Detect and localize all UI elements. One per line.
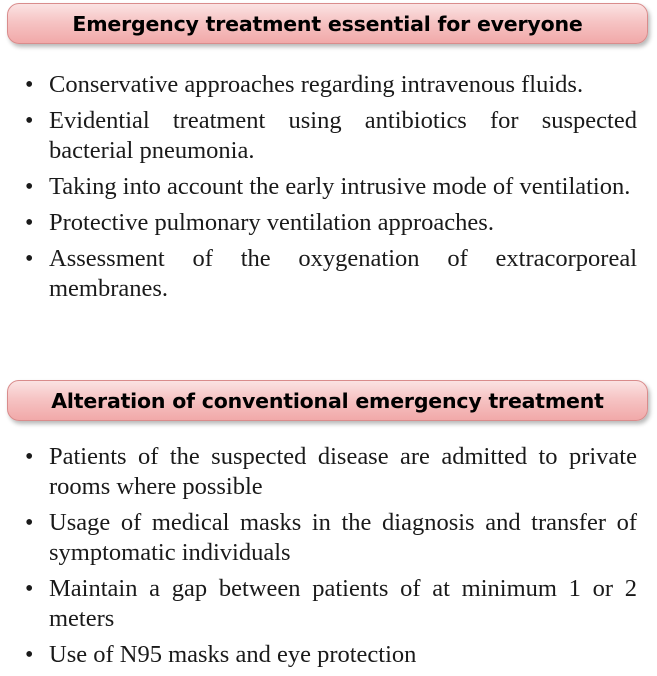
section-1-header <box>7 3 648 44</box>
bullet-icon: • <box>25 510 34 536</box>
list-item-text: Protective pulmonary ventilation approaches. <box>49 209 494 236</box>
bullet-icon: • <box>25 210 34 236</box>
section-1-title: Emergency treatment essential for everyone <box>72 11 583 36</box>
list-item-text: Maintain a gap between patients of at minimum 1 or 2 meters <box>49 575 637 632</box>
bullet-icon: • <box>25 72 34 98</box>
section-1-list <box>22 70 637 310</box>
list-item-text: Conservative approaches regarding intravenous fluids. <box>49 71 584 98</box>
list-item-text: Taking into account the early intrusive mode of ventilation. <box>49 173 631 200</box>
bullet-icon: • <box>25 174 34 200</box>
list-item <box>22 70 637 100</box>
list-item <box>22 574 637 634</box>
list-item <box>22 172 637 202</box>
bullet-icon: • <box>25 108 34 134</box>
section-2-header <box>7 380 648 421</box>
bullet-icon: • <box>25 444 34 470</box>
list-item <box>22 244 637 304</box>
section-2-list <box>22 442 637 676</box>
list-item-text: Usage of medical masks in the diagnosis and transfer of symptomatic individuals <box>49 509 637 566</box>
list-item-text: Assessment of the oxygenation of extracorporeal membranes. <box>49 245 637 302</box>
list-item <box>22 508 637 568</box>
list-item-text: Evidential treatment using antibiotics for suspected bacterial pneumonia. <box>49 107 637 164</box>
list-item-text: Use of N95 masks and eye protection <box>49 641 417 668</box>
bullet-icon: • <box>25 246 34 272</box>
list-item <box>22 106 637 166</box>
bullet-icon: • <box>25 642 34 668</box>
list-item-text: Patients of the suspected disease are admitted to private rooms where possible <box>49 443 637 500</box>
list-item <box>22 442 637 502</box>
list-item <box>22 640 637 670</box>
list-item <box>22 208 637 238</box>
bullet-icon: • <box>25 576 34 602</box>
section-2-title: Alteration of conventional emergency treatment <box>51 388 604 413</box>
